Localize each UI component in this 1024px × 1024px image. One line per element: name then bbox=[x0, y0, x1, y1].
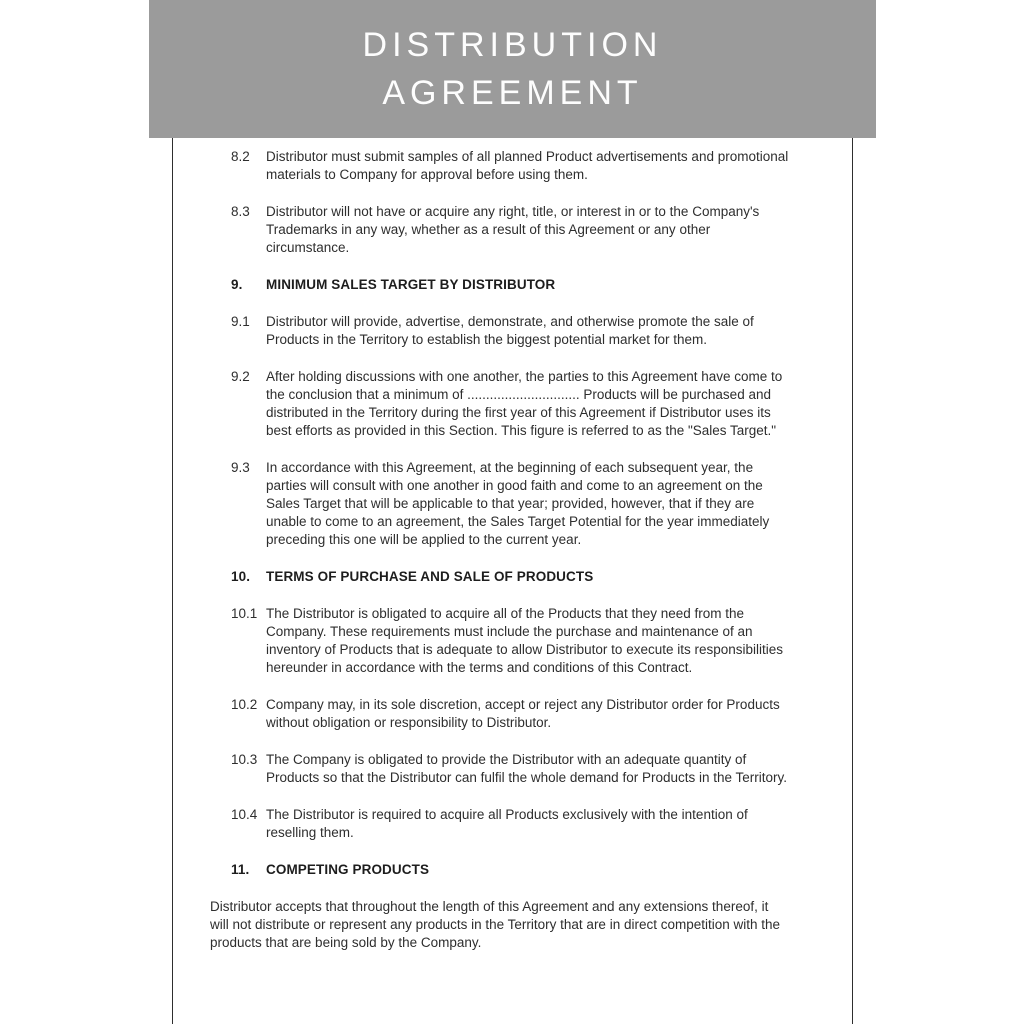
document-page bbox=[172, 0, 853, 1024]
clause-10-1 bbox=[210, 605, 800, 677]
clause-text: Distributor will not have or acquire any right, title, or interest in or to the Company's Trademarks in any way, whether as a result of this Agreement or any other circumstance. bbox=[266, 204, 760, 255]
clause-text: The Company is obligated to provide the Distributor with an adequate quantity of Products so that the Distributor can fulfil the whole demand for Products in the Territory. bbox=[266, 752, 788, 785]
clause-8-2 bbox=[210, 148, 800, 184]
section-heading-10 bbox=[210, 568, 800, 586]
clause-9-1 bbox=[210, 313, 800, 349]
clause-number: 10.1 bbox=[231, 606, 258, 621]
clause-9-2 bbox=[210, 368, 800, 440]
clause-10-3 bbox=[210, 751, 800, 787]
clause-number: 9.1 bbox=[231, 314, 250, 329]
clause-number: 8.3 bbox=[231, 204, 250, 219]
section-heading-11 bbox=[210, 861, 800, 879]
clause-8-3 bbox=[210, 203, 800, 257]
clause-9-3 bbox=[210, 459, 800, 549]
clause-text: In accordance with this Agreement, at the beginning of each subsequent year, the parties will consult with one another in good faith and come to an agreement on the Sales Target that will be applicable to that year; provided, however, that if they are unable to come to an agreement, the Sales Target Potential for the year immediately preceding this one will be applied to the current year. bbox=[266, 460, 770, 547]
heading-number: 10. bbox=[231, 569, 251, 584]
clause-number: 10.2 bbox=[231, 697, 258, 712]
clause-text: The Distributor is obligated to acquire all of the Products that they need from the Company. These requirements must include the purchase and maintenance of an inventory of Products that is adequate to allow Distributor to execute its responsibilities hereunder in accordance with the terms and conditions of this Contract. bbox=[266, 606, 784, 675]
clause-number: 9.3 bbox=[231, 460, 250, 475]
clause-number: 8.2 bbox=[231, 149, 250, 164]
document-title-line2: AGREEMENT bbox=[382, 74, 643, 112]
clause-text: Company may, in its sole discretion, accept or reject any Distributor order for Products without obligation or responsibility to Distributor. bbox=[266, 697, 780, 730]
clause-10-2 bbox=[210, 696, 800, 732]
heading-text: COMPETING PRODUCTS bbox=[266, 862, 430, 877]
document-title-line1: DISTRIBUTION bbox=[362, 26, 663, 64]
heading-number: 11. bbox=[231, 862, 250, 877]
clause-text: The Distributor is required to acquire all Products exclusively with the intention of reselling them. bbox=[266, 807, 748, 840]
document-body bbox=[173, 0, 852, 952]
clause-number: 10.4 bbox=[231, 807, 258, 822]
clause-text: After holding discussions with one another, the parties to this Agreement have come to the conclusion that a minimum of .............................. Products will be purchased and distributed in the Territory during the first year of this Agreement if Distributor uses its best efforts as provided in this Section. This figure is referred to as the "Sales Target." bbox=[266, 369, 783, 438]
header-banner bbox=[149, 0, 876, 138]
closing-paragraph: Distributor accepts that throughout the length of this Agreement and any extensions thereof, it will not distribute or represent any products in the Territory that are in direct competition with the products that are being sold by the Company. bbox=[210, 899, 781, 950]
clause-text: Distributor will provide, advertise, demonstrate, and otherwise promote the sale of Products in the Territory to establish the biggest potential market for them. bbox=[266, 314, 754, 347]
clause-text: Distributor must submit samples of all planned Product advertisements and promotional materials to Company for approval before using them. bbox=[266, 149, 789, 182]
section-heading-9 bbox=[210, 276, 800, 294]
heading-text: MINIMUM SALES TARGET BY DISTRIBUTOR bbox=[266, 277, 556, 292]
heading-text: TERMS OF PURCHASE AND SALE OF PRODUCTS bbox=[266, 569, 594, 584]
heading-number: 9. bbox=[231, 277, 243, 292]
clause-10-4 bbox=[210, 806, 800, 842]
clause-number: 9.2 bbox=[231, 369, 250, 384]
clause-number: 10.3 bbox=[231, 752, 258, 767]
